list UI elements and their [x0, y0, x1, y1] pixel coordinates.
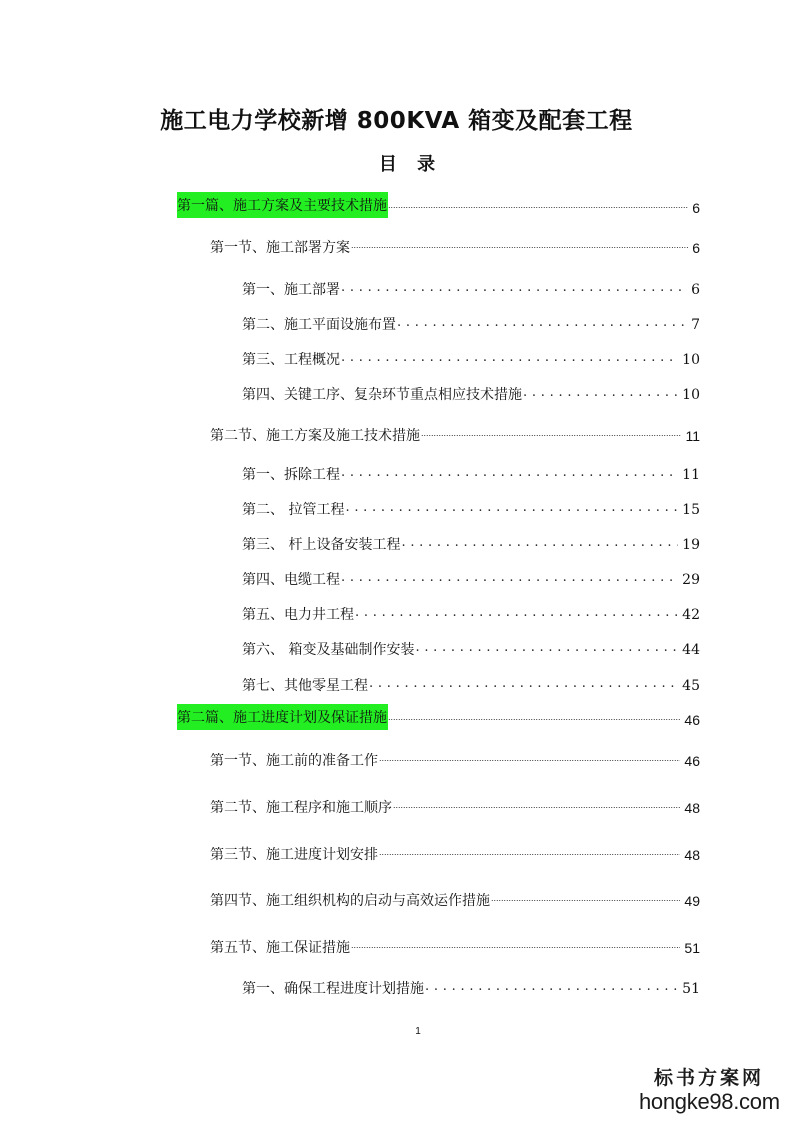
- toc-entry-label: 第五节、施工保证措施: [210, 940, 350, 956]
- toc-entry-label: 第四节、施工组织机构的启动与高效运作措施: [210, 893, 490, 909]
- toc-entry-page: 6: [692, 240, 700, 256]
- toc-heading: 目 录: [378, 154, 436, 175]
- toc-entry[interactable]: [177, 708, 700, 730]
- toc-entry[interactable]: [241, 533, 700, 555]
- toc-dot-leader: [393, 798, 680, 818]
- toc-entry-label: 第四、电缆工程: [242, 572, 340, 588]
- toc-entry-page: 42: [682, 607, 700, 623]
- toc-entry[interactable]: [241, 568, 700, 590]
- toc-entry-page: 11: [682, 467, 700, 483]
- toc-dot-leader: [351, 938, 680, 958]
- toc-dot-leader: [388, 710, 680, 730]
- toc-dot-leader: [421, 426, 681, 446]
- watermark-url: hongke98.com: [639, 1089, 780, 1114]
- toc-entry[interactable]: [209, 236, 700, 258]
- toc-entry-label: 第二节、施工程序和施工顺序: [210, 800, 392, 816]
- toc-entry[interactable]: [177, 196, 700, 218]
- toc-entry-label: 第四、关键工序、复杂环节重点相应技术措施: [242, 387, 522, 403]
- toc-dot-leader: [345, 500, 678, 520]
- toc-dot-leader: [379, 845, 680, 865]
- toc-entry-label: 第五、电力井工程: [242, 607, 354, 623]
- toc-entry-label: 第一、施工部署: [242, 282, 340, 298]
- toc-entry-label: 第一节、施工前的准备工作: [210, 753, 378, 769]
- toc-entry-page: 19: [682, 537, 700, 553]
- toc-dot-leader: [379, 751, 680, 771]
- toc-entry-label: 第三、工程概况: [242, 352, 340, 368]
- page-number: 1: [415, 1026, 421, 1037]
- toc-entry-page: 7: [691, 317, 700, 333]
- toc-entry[interactable]: [209, 796, 700, 818]
- toc-dot-leader: [523, 385, 678, 405]
- toc-entry-page: 46: [684, 712, 700, 728]
- toc-entry-label: 第二、施工平面设施布置: [242, 317, 396, 333]
- toc-entry-page: 49: [684, 893, 700, 909]
- toc-dot-leader: [369, 676, 678, 696]
- toc-entry-label: 第二节、施工方案及施工技术措施: [210, 428, 420, 444]
- toc-dot-leader: [341, 350, 678, 370]
- toc-dot-leader: [491, 891, 680, 911]
- toc-entry[interactable]: [241, 313, 700, 335]
- toc-entry-page: 44: [682, 642, 700, 658]
- toc-dot-leader: [415, 640, 678, 660]
- toc-entry-page: 51: [682, 981, 700, 997]
- toc-dot-leader: [355, 605, 678, 625]
- toc-entry-label: 第三节、施工进度计划安排: [210, 847, 378, 863]
- toc-entry[interactable]: [241, 977, 700, 999]
- toc-entry-page: 46: [684, 753, 700, 769]
- toc-dot-leader: [341, 570, 678, 590]
- toc-dot-leader: [401, 535, 678, 555]
- toc-entry-label: 第二篇、施工进度计划及保证措施: [177, 704, 388, 730]
- toc-entry[interactable]: [241, 348, 700, 370]
- toc-entry[interactable]: [241, 278, 700, 300]
- toc-entry[interactable]: [241, 638, 700, 660]
- toc-entry-label: 第一节、施工部署方案: [210, 240, 350, 256]
- toc-dot-leader: [425, 979, 678, 999]
- toc-entry-page: 15: [682, 502, 700, 518]
- toc-dot-leader: [397, 315, 687, 335]
- document-title: 施工电力学校新增 800KVA 箱变及配套工程: [160, 108, 633, 134]
- toc-entry[interactable]: [209, 889, 700, 911]
- toc-entry[interactable]: [241, 674, 700, 696]
- toc-entry[interactable]: [241, 498, 700, 520]
- toc-entry[interactable]: [209, 749, 700, 771]
- toc-entry-page: 45: [682, 678, 700, 694]
- toc-entry-page: 10: [682, 352, 700, 368]
- toc-dot-leader: [351, 238, 688, 258]
- toc-entry-page: 51: [684, 940, 700, 956]
- watermark: [639, 1066, 779, 1114]
- toc-entry[interactable]: [241, 603, 700, 625]
- toc-dot-leader: [341, 465, 678, 485]
- toc-entry[interactable]: [209, 843, 700, 865]
- toc-entry-page: 10: [682, 387, 700, 403]
- toc-entry-page: 6: [691, 282, 700, 298]
- toc-entry-label: 第一篇、施工方案及主要技术措施: [177, 192, 388, 218]
- toc-entry-label: 第七、其他零星工程: [242, 678, 368, 694]
- toc-entry[interactable]: [209, 936, 700, 958]
- toc-entry-page: 11: [685, 428, 700, 444]
- toc-entry-label: 第六、 箱变及基础制作安装: [242, 642, 415, 658]
- toc-entry-label: 第三、 杆上设备安装工程: [242, 537, 401, 553]
- toc-entry[interactable]: [241, 383, 700, 405]
- toc-entry-label: 第二、 拉管工程: [242, 502, 345, 518]
- toc-entry-page: 29: [682, 572, 700, 588]
- toc-entry-page: 48: [684, 800, 700, 816]
- toc-entry[interactable]: [241, 463, 700, 485]
- watermark-brand: 标书方案网: [653, 1067, 764, 1089]
- toc-entry-label: 第一、确保工程进度计划措施: [242, 981, 424, 997]
- toc-entry[interactable]: [209, 424, 700, 446]
- toc-dot-leader: [341, 280, 687, 300]
- toc-entry-page: 48: [684, 847, 700, 863]
- toc-entry-label: 第一、拆除工程: [242, 467, 340, 483]
- toc-dot-leader: [388, 198, 688, 218]
- toc-entry-page: 6: [692, 200, 700, 216]
